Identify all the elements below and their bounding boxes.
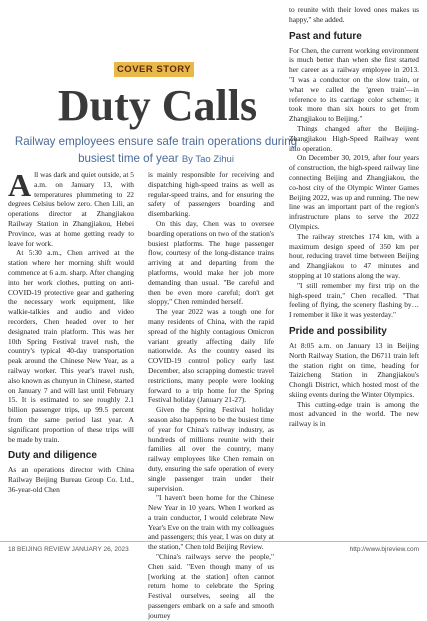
subheading: Duty and diligence bbox=[8, 450, 97, 462]
footer-url-link[interactable]: http://www.bjreview.com bbox=[349, 546, 419, 553]
paragraph: On this day, Chen was to oversee boarding operations on two of the station's busiest platforms. The huge passenger flow, courtesy of the long-distance trains arriving at and departing from the platforms, would make her job more demanding than usual. "Be careful and then be even more careful; don't get sloppy," Chen reminded herself. bbox=[148, 218, 274, 307]
section-kicker: COVER STORY bbox=[114, 62, 194, 77]
deck bbox=[6, 133, 306, 168]
paragraph: As an operations director with China Railway Beijing Bureau Group Co. Ltd., 36-year-old Chen bbox=[8, 465, 134, 494]
paragraph: Given the Spring Festival holiday season also happens to be the busiest time of year for China's railway industry, as hundreds of millions reunite with their families all over the country, many railway employees like Chen remain on duty, ensuring the safe operation of every single passenger train under their supervision. bbox=[148, 405, 274, 493]
headline: Duty Calls bbox=[57, 81, 258, 130]
paragraph: At 5:30 a.m., Chen arrived at the station where her morning shift would commence at 6 a.m. sharp. After changing into her work clothes, putting on anti-COVID-19 protective gear and gathering the necessary work equipment, like walkie-talkies and audio and video recorders, Chen headed over to her designated train platform. This was her 10th Spring Festival travel rush, the country's typical 40-day transportation peak around the Chinese New Year, as a railway worker. This year's travel rush, also known as chunyun in Chinese, started on January 7 and will last until February 15. It is estimated to see roughly 2.1 billion passenger trips, up 99.5 percent from the same period last year. A significant proportion of these trips will be made by train. bbox=[8, 248, 134, 444]
paragraph: For Chen, the current working environment is much better than when she first started her career as a railway employee in 2013. "I was a conductor on the slow train, or what we called the 'green train'—in reference to its carriage color scheme; it took more than six hours to get from Zhangjiakou to Beijing." bbox=[289, 45, 419, 124]
article-column-2 bbox=[148, 170, 274, 621]
byline: By Tao Zihui bbox=[181, 154, 234, 165]
paragraph-text: ll was dark and quiet outside, at 5 a.m. on January 13, with temperatures plummeting to 22 degrees Celsius below zero. Chen Lili, an operations director at Zhangjiakou Railway Station in Zhangjiakou, Hebei Province, was at home getting ready to leave for work. bbox=[8, 170, 134, 248]
paragraph: At 8:05 a.m. on January 13 in Beijing North Railway Station, the D6711 train left the station right on time, heading for Taizicheng Station in Zhangjiakou's Chongli District, which hosted most of the skiing events during the Winter Olympics. bbox=[289, 340, 419, 399]
paragraph: "I still remember my first trip on the high-speed train," Chen recalled. "That feeling of flying, the scenery flashing by… I remember it like it was yesterday." bbox=[289, 280, 419, 320]
paragraph: On December 30, 2019, after four years of construction, the high-speed railway line connecting Beijing and Zhangjiakou, the co-host city of the Olympic Winter Games Beijing 2022, was up and running. The new line was an important part of the region's infrastructure plans to serve the 2022 Olympics. bbox=[289, 153, 419, 231]
subheading: Pride and possibility bbox=[289, 325, 387, 337]
paragraph: The railway stretches 174 km, with a maximum design speed of 350 km per hour, reducing travel time between Beijing and Zhangjiakou to 47 minutes and stopping at 10 stations along the way. bbox=[289, 231, 419, 280]
footer-divider bbox=[0, 541, 427, 542]
paragraph bbox=[8, 167, 134, 248]
drop-cap: A bbox=[8, 167, 32, 203]
paragraph: is mainly responsible for receiving and dispatching high-speed trains as well as regular-speed trains, and for ensuring the safety of passengers boarding and disembarking. bbox=[148, 170, 274, 219]
article-column-3 bbox=[289, 5, 419, 429]
subheading: Past and future bbox=[289, 30, 362, 42]
paragraph: "China's railways serve the people," Chen said. "Even though many of us [working at the station] often cannot return home to celebrate the Spring Festival ourselves, seeing all the passengers embark on a safe and smooth journey bbox=[148, 552, 274, 620]
paragraph: to reunite with their loved ones makes us happy," she added. bbox=[289, 5, 419, 24]
article-column-1 bbox=[8, 167, 134, 495]
deck-text: Railway employees ensure safe train operations during busiest time of year bbox=[14, 135, 298, 165]
paragraph: The year 2022 was a tough one for many residents of China, with the rapid spread of the highly contagious Omicron variant greatly affecting daily life nationwide. As the country eased its COVID-19 control policy early last December, also scrapping domestic travel restrictions, many people were looking forward to a trip home for the Spring Festival holiday (January 21-27). bbox=[148, 307, 274, 405]
footer-page-info: 18 BEIJING REVIEW JANUARY 26, 2023 bbox=[8, 546, 129, 553]
paragraph: "I haven't been home for the Chinese New Year in 10 years. When I worked as a train conductor, I would celebrate New Year's Eve on the train with my colleagues and passengers; this year, I was on duty at the station," Chen told Beijing Review. bbox=[148, 493, 274, 552]
paragraph: This cutting-edge train is among the most advanced in the world. The new railway is in bbox=[289, 399, 419, 429]
paragraph: Things changed after the Beijing-Zhangjiakou High-Speed Railway went into operation. bbox=[289, 123, 419, 153]
